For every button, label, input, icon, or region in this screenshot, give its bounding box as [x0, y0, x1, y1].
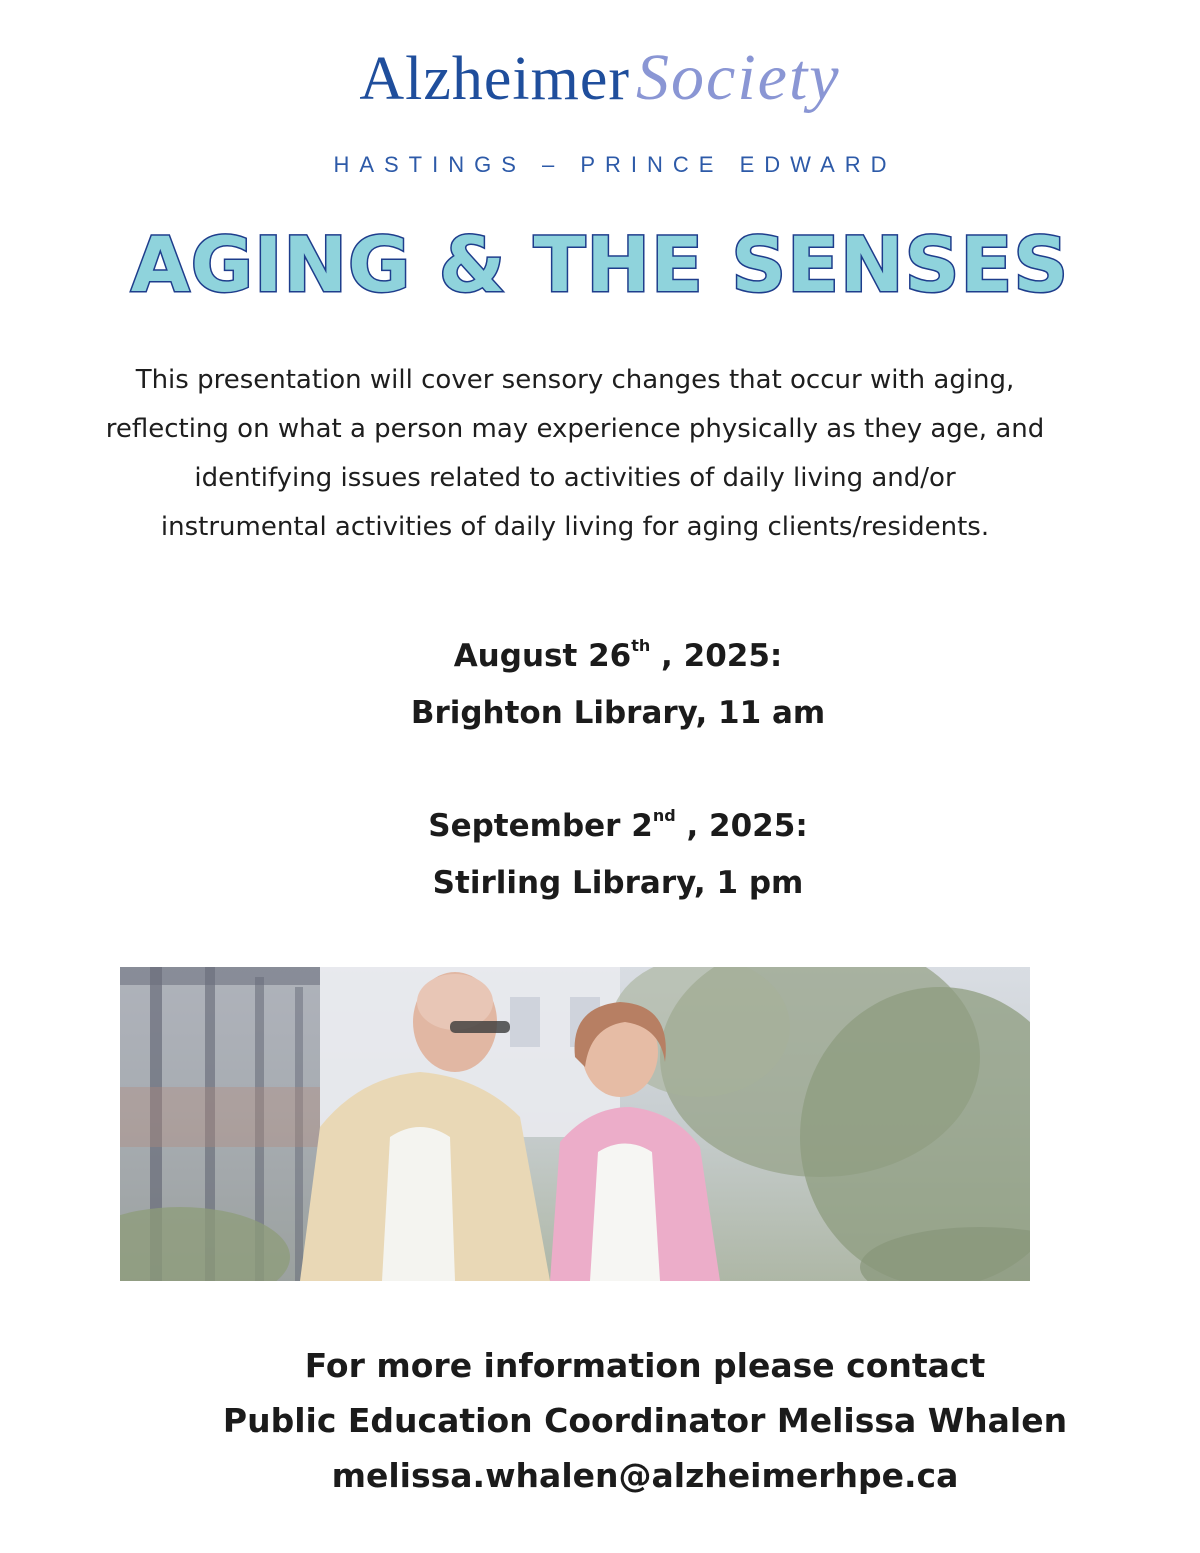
description-line: This presentation will cover sensory changes that occur with aging,	[135, 365, 1015, 395]
couple-walking-photo	[120, 967, 1030, 1281]
logo-subtitle: HASTINGS – PRINCE EDWARD	[333, 152, 897, 177]
event-date	[0, 628, 1200, 685]
page-title: AGING & THE SENSES	[130, 220, 1070, 309]
presentation-description	[30, 356, 1120, 552]
event-august	[0, 628, 1200, 742]
event-date-ordinal: th	[631, 635, 651, 655]
event-location: Stirling Library, 1 pm	[432, 865, 804, 901]
contact-email: melissa.whalen@alzheimerhpe.ca	[331, 1456, 959, 1495]
event-location: Brighton Library, 11 am	[410, 695, 826, 731]
logo-script-wordmark: Society	[636, 41, 841, 114]
event-date-ordinal: nd	[652, 805, 676, 825]
event-date	[0, 798, 1200, 855]
contact-intro: For more information please contact	[304, 1346, 986, 1385]
contact-info	[0, 1338, 1200, 1503]
description-line: reflecting on what a person may experience physically as they age, and	[105, 414, 1045, 444]
event-date-year: , 2025:	[675, 808, 808, 844]
alzheimer-society-logo	[0, 40, 1200, 116]
event-date-text: August 26	[453, 638, 632, 674]
description-line: instrumental activities of daily living for aging clients/residents.	[160, 512, 990, 542]
logo-wordmark: Alzheimer	[359, 45, 631, 113]
description-line: identifying issues related to activities of daily living and/or	[194, 463, 956, 493]
event-date-text: September 2	[428, 808, 653, 844]
event-september	[0, 798, 1200, 912]
contact-person: Public Education Coordinator Melissa Whalen	[222, 1401, 1068, 1440]
event-date-year: , 2025:	[650, 638, 783, 674]
